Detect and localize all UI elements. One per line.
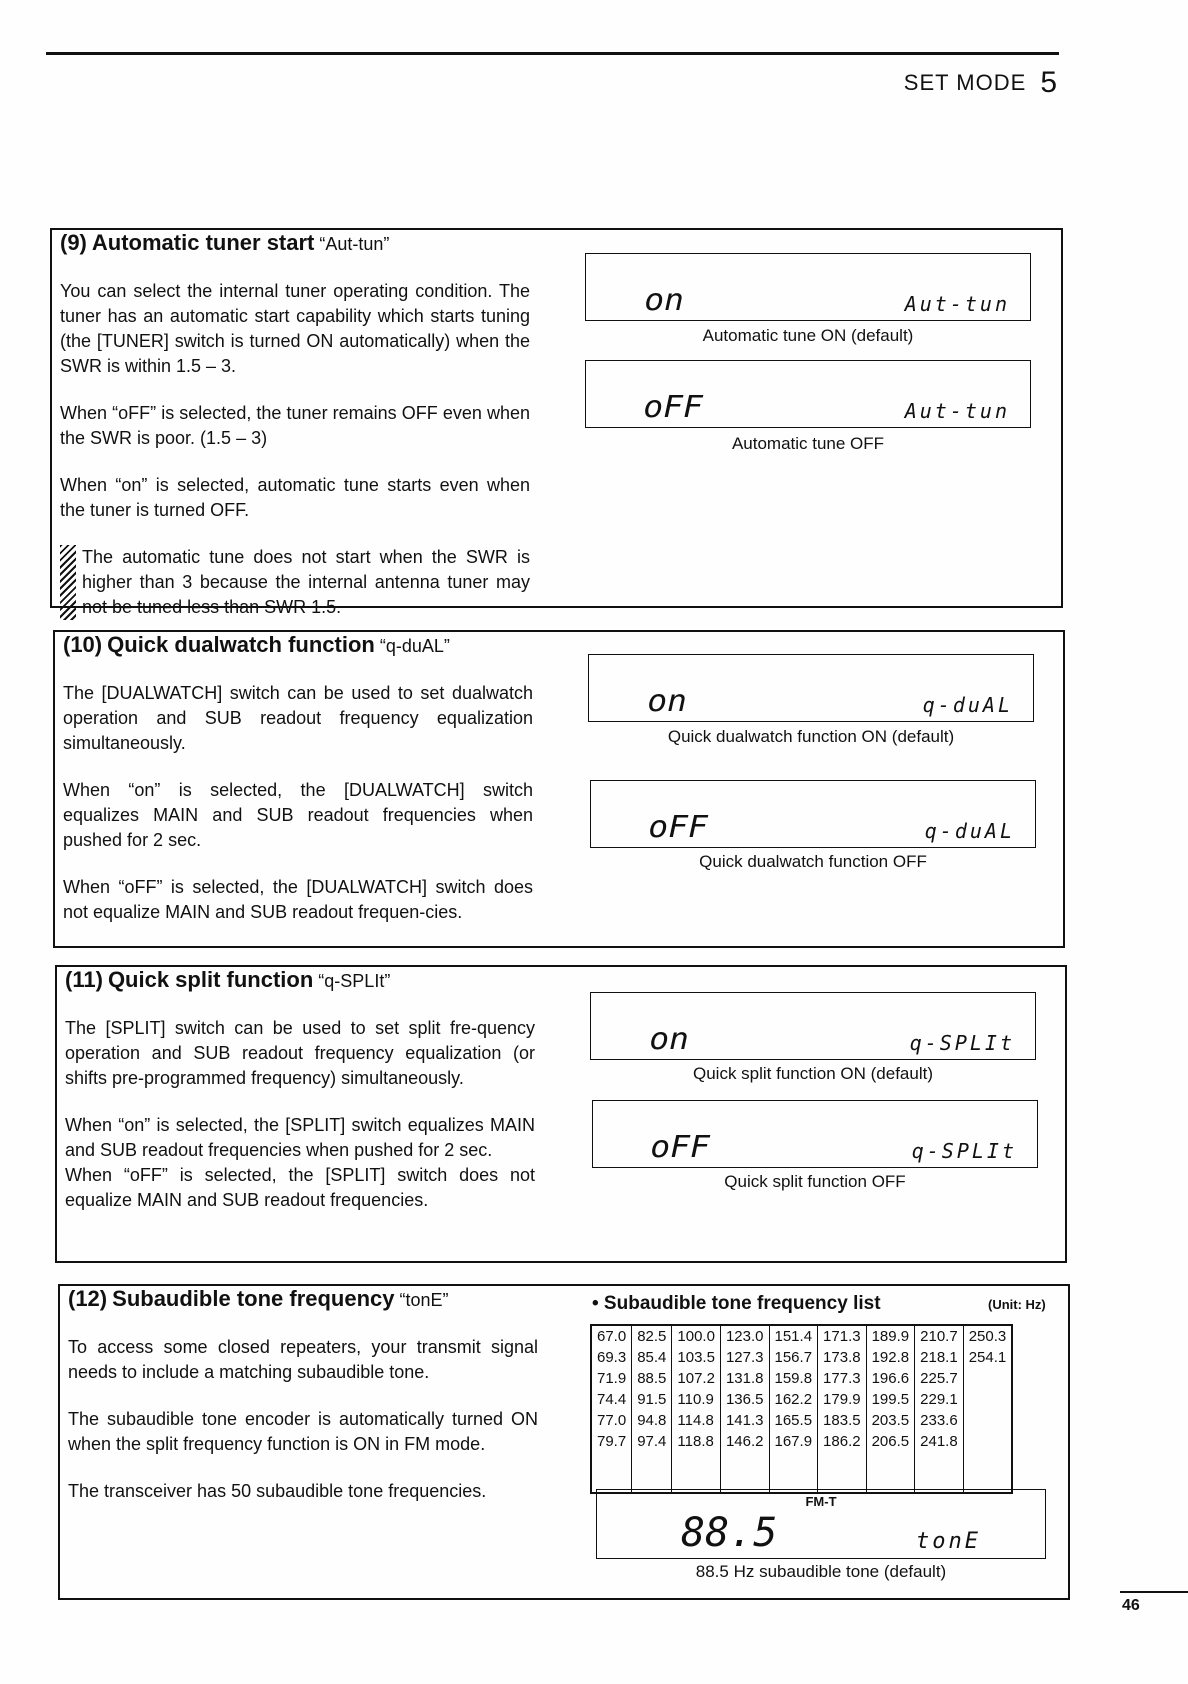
tone-value: 250.3 (968, 1328, 1007, 1345)
tone-value: 162.2 (774, 1391, 813, 1408)
tone-value: 103.5 (677, 1349, 715, 1366)
lcd-label: q-SPLIt (911, 1139, 1017, 1163)
tone-value: 151.4 (774, 1328, 813, 1345)
tone-value: 100.0 (677, 1328, 715, 1345)
tone-column (591, 1325, 632, 1493)
tone-column (915, 1325, 964, 1493)
lcd-display (590, 780, 1036, 848)
tone-column (866, 1325, 915, 1493)
tone-value: 159.8 (774, 1370, 813, 1387)
tone-value: 82.5 (637, 1328, 667, 1345)
tone-value: 146.2 (725, 1433, 764, 1450)
lcd-label: tonE (916, 1529, 981, 1554)
tone-unit: (Unit: Hz) (988, 1297, 1046, 1312)
tone-value: 88.5 (637, 1370, 667, 1387)
paragraph: The subaudible tone encoder is automatically turned ON when the split frequency function is ON in FM mode. (68, 1409, 538, 1454)
tone-value: 183.5 (823, 1412, 861, 1429)
section-automatic-tuner-start (50, 228, 1063, 617)
lcd-value: on (647, 684, 687, 719)
paragraph: To access some closed repeaters, your transmit signal needs to include a matching subaudible tone. (68, 1337, 538, 1382)
lcd-value: oFF (643, 390, 703, 425)
lcd-caption: Quick split function ON (default) (693, 1064, 933, 1083)
paragraph: When “on” is selected, the [DUALWATCH] switch equalizes MAIN and SUB readout frequencies when pushed for 2 sec. (63, 780, 533, 850)
paragraph: When “oFF” is selected, the tuner remains OFF even when the SWR is poor. (1.5 – 3) (60, 403, 530, 448)
tone-value: 107.2 (677, 1370, 715, 1387)
lcd-display (585, 360, 1031, 428)
lcd-value: oFF (648, 810, 708, 845)
lcd-display (592, 1100, 1038, 1168)
header-title: SET MODE (903, 70, 1027, 95)
lcd-value: oFF (650, 1130, 710, 1165)
section-title: (10) Quick dualwatch function “q-duAL” (63, 632, 450, 657)
top-rule (46, 52, 1059, 55)
lcd-caption: Quick dualwatch function ON (default) (667, 727, 955, 746)
tone-value: 136.5 (725, 1391, 764, 1408)
section-quick-split (55, 965, 1067, 1263)
lcd-caption: 88.5 Hz subaudible tone (default) (695, 1562, 947, 1581)
tone-value: 218.1 (920, 1349, 958, 1366)
tone-value: 233.6 (920, 1412, 958, 1429)
lcd-label: Aut-tun (904, 399, 1010, 423)
lcd-value: on (644, 283, 684, 318)
note (60, 545, 530, 620)
tone-value: 114.8 (677, 1412, 714, 1429)
tone-value: 189.9 (871, 1328, 910, 1345)
lcd-display (588, 654, 1034, 722)
tone-value: 167.9 (774, 1433, 813, 1450)
paragraph: When “on” is selected, automatic tune starts even when the tuner is turned OFF. (60, 475, 530, 520)
lcd-label: q-duAL (924, 819, 1015, 843)
tone-value: 229.1 (920, 1391, 958, 1408)
note-text: The automatic tune does not start when the SWR is higher than 3 because the internal antenna tuner may not be tuned less than SWR 1.5. (82, 547, 530, 617)
tone-value: 179.9 (823, 1391, 861, 1408)
tone-value: 67.0 (597, 1328, 627, 1345)
tone-value: 127.3 (725, 1349, 764, 1366)
paragraph: When “oFF” is selected, the [SPLIT] switch does not equalize MAIN and SUB readout frequencies. (65, 1165, 535, 1210)
note-icon (60, 545, 76, 620)
tone-frequency-table (590, 1324, 1013, 1494)
tone-value: 123.0 (725, 1328, 764, 1345)
lcd-label: q-SPLIt (909, 1031, 1015, 1055)
section-title: (12) Subaudible tone frequency “tonE” (68, 1286, 449, 1311)
tone-value: 118.8 (677, 1433, 714, 1450)
paragraph: When “oFF” is selected, the [DUALWATCH] switch does not equalize MAIN and SUB readout frequen-cies. (63, 877, 533, 922)
tone-value: 85.4 (637, 1349, 667, 1366)
tone-value: 186.2 (823, 1433, 861, 1450)
tone-value: 203.5 (871, 1412, 910, 1429)
lcd-caption: Quick dualwatch function OFF (699, 852, 927, 871)
paragraph: You can select the internal tuner operating condition. The tuner has an automatic start capability which starts tuning (the [TUNER] switch is turned ON automatically) when the SWR is within 1.5 – 3. (60, 281, 530, 376)
tone-column (632, 1325, 672, 1493)
paragraph: The [SPLIT] switch can be used to set split fre-quency operation and SUB readout frequency equalization (or shifts pre-programmed frequency) simultaneously. (65, 1018, 535, 1088)
section-quick-dualwatch (53, 630, 1065, 948)
lcd-display (590, 992, 1036, 1060)
tone-value: 110.9 (677, 1391, 714, 1408)
tone-value: 254.1 (968, 1349, 1007, 1366)
tone-value: 177.3 (823, 1370, 861, 1387)
tone-value: 91.5 (637, 1391, 667, 1408)
tone-column (818, 1325, 867, 1493)
tone-value: 165.5 (774, 1412, 813, 1429)
tone-value: 192.8 (871, 1349, 910, 1366)
chapter-number: 5 (1040, 66, 1058, 99)
tone-value: 71.9 (597, 1370, 627, 1387)
lcd-mode: FM-T (805, 1494, 837, 1509)
tone-value: 225.7 (920, 1370, 958, 1387)
page-number: 46 (1122, 1597, 1140, 1614)
lcd-value: 88.5 (681, 1510, 778, 1556)
tone-value: 241.8 (920, 1433, 958, 1450)
tone-column (672, 1325, 721, 1493)
lcd-display-tone (596, 1489, 1046, 1559)
tone-value: 97.4 (637, 1433, 667, 1450)
tone-column (769, 1325, 818, 1493)
tone-value: 210.7 (920, 1328, 958, 1345)
lcd-display (585, 253, 1031, 321)
lcd-caption: Quick split function OFF (724, 1172, 906, 1191)
paragraph: The transceiver has 50 subaudible tone frequencies. (68, 1481, 487, 1501)
lcd-caption: Automatic tune OFF (731, 434, 885, 453)
tone-value: 131.8 (725, 1370, 764, 1387)
tone-value: 77.0 (597, 1412, 627, 1429)
lcd-caption: Automatic tune ON (default) (702, 326, 914, 345)
tone-value: 199.5 (871, 1391, 910, 1408)
tone-value: 74.4 (597, 1391, 627, 1408)
section-title: (9) Automatic tuner start “Aut-tun” (60, 230, 390, 255)
tone-value: 141.3 (725, 1412, 764, 1429)
paragraph: When “on” is selected, the [SPLIT] switch equalizes MAIN and SUB readout frequencies when pushed for 2 sec. (65, 1115, 535, 1160)
tone-column (720, 1325, 769, 1493)
page-number-rule (1120, 1591, 1188, 1593)
tone-value: 196.6 (871, 1370, 910, 1387)
tone-value: 171.3 (823, 1328, 861, 1345)
page-header (904, 66, 1058, 100)
paragraph: The [DUALWATCH] switch can be used to set dualwatch operation and SUB readout frequency equalization simultaneously. (63, 683, 533, 753)
tone-value: 69.3 (597, 1349, 627, 1366)
tone-value: 173.8 (823, 1349, 861, 1366)
tone-value: 206.5 (871, 1433, 910, 1450)
section-title: (11) Quick split function “q-SPLIt” (65, 967, 391, 992)
lcd-label: q-duAL (922, 693, 1013, 717)
lcd-value: on (649, 1022, 689, 1057)
tone-column (963, 1325, 1012, 1493)
tone-value: 79.7 (597, 1433, 627, 1450)
lcd-label: Aut-tun (904, 292, 1010, 316)
tone-value: 94.8 (637, 1412, 667, 1429)
tone-value: 156.7 (774, 1349, 813, 1366)
tone-list-title: • Subaudible tone frequency list (592, 1293, 881, 1314)
